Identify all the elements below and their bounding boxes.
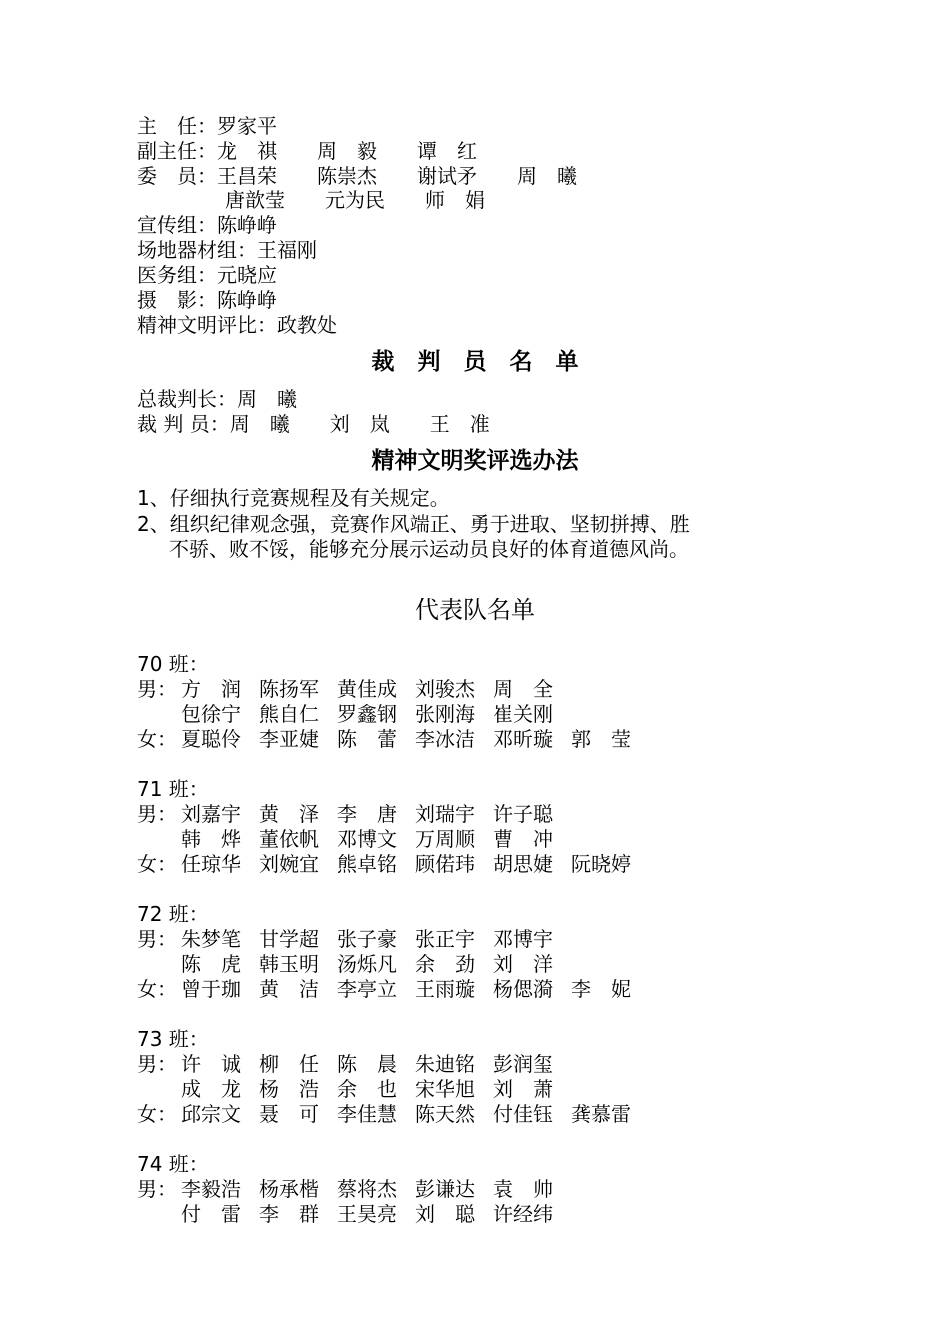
award-rule-2: 2、组织纪律观念强，竞赛作风端正、勇于进取、坚韧拼搏、胜 [137,512,690,536]
committee-members: 委 员：王昌荣 陈崇杰 谢试矛 周 曦 [137,164,577,188]
athlete-name: 熊自仁 [259,702,319,726]
athlete-name: 彭谦达 [415,1177,475,1201]
athlete-name: 周 全 [493,677,553,701]
athlete-name: 余 劲 [415,952,475,976]
class-label: 72 班： [137,902,209,926]
female-label: 女： [137,727,177,751]
athlete-name: 黄 泽 [259,802,319,826]
referee-list: 裁 判 员：周 曦 刘 岚 王 准 [137,412,490,436]
athlete-name: 聂 可 [259,1102,319,1126]
class-label: 71 班： [137,777,209,801]
athlete-name: 陈 晨 [337,1052,397,1076]
medical-group: 医务组：元晓应 [137,263,277,287]
venue-equipment-group: 场地器材组：王福刚 [137,238,317,262]
athlete-name: 杨承楷 [259,1177,319,1201]
athlete-name: 蔡将杰 [337,1177,397,1201]
athlete-name: 李 群 [259,1202,319,1226]
athlete-name: 阮晓婷 [571,852,631,876]
athlete-name: 王昊亮 [337,1202,397,1226]
athlete-name: 邓博宇 [493,927,553,951]
athlete-name: 邓昕璇 [493,727,553,751]
athlete-name: 余 也 [337,1077,397,1101]
athlete-name: 夏聪伶 [181,727,241,751]
athlete-name: 韩玉明 [259,952,319,976]
award-rule-2-cont: 不骄、败不馁，能够充分展示运动员良好的体育道德风尚。 [169,537,689,561]
class-label: 73 班： [137,1027,209,1051]
athlete-name: 李冰洁 [415,727,475,751]
class-label: 74 班： [137,1152,209,1176]
athlete-name: 崔关刚 [493,702,553,726]
athlete-name: 曹 冲 [493,827,553,851]
athlete-name: 方 润 [181,677,241,701]
athlete-name: 黄佳成 [337,677,397,701]
athlete-name: 刘骏杰 [415,677,475,701]
athlete-name: 任琼华 [181,852,241,876]
athlete-name: 陈 虎 [181,952,241,976]
athlete-name: 李 唐 [337,802,397,826]
athlete-name: 宋华旭 [415,1077,475,1101]
athlete-name: 李亭立 [337,977,397,1001]
athlete-name: 龚慕雷 [571,1102,631,1126]
male-label: 男： [137,1177,177,1201]
athlete-name: 包徐宁 [181,702,241,726]
athlete-name: 邓博文 [337,827,397,851]
chief-referee: 总裁判长：周 曦 [137,387,297,411]
athlete-name: 朱梦笔 [181,927,241,951]
athlete-name: 熊卓铭 [337,852,397,876]
athlete-name: 彭润玺 [493,1052,553,1076]
athlete-name: 刘 萧 [493,1077,553,1101]
civility-review: 精神文明评比：政教处 [137,313,337,337]
athlete-name: 郭 莹 [571,727,631,751]
athlete-name: 陈 蕾 [337,727,397,751]
athlete-name: 许经纬 [493,1202,553,1226]
athlete-name: 陈扬军 [259,677,319,701]
athlete-name: 付 雷 [181,1202,241,1226]
male-label: 男： [137,802,177,826]
athlete-name: 罗鑫钢 [337,702,397,726]
referee-list-title: 裁 判 员 名 单 [371,349,579,375]
male-label: 男： [137,1052,177,1076]
athlete-name: 顾偌玮 [415,852,475,876]
athlete-name: 刘嘉宇 [181,802,241,826]
athlete-name: 柳 任 [259,1052,319,1076]
athlete-name: 董依帆 [259,827,319,851]
athlete-name: 胡思婕 [493,852,553,876]
athlete-name: 许 诚 [181,1052,241,1076]
female-label: 女： [137,852,177,876]
athlete-name: 李 妮 [571,977,631,1001]
athlete-name: 付佳钰 [493,1102,553,1126]
athlete-name: 韩 烨 [181,827,241,851]
award-rule-1: 1、仔细执行竞赛规程及有关规定。 [137,486,450,510]
athlete-name: 张子豪 [337,927,397,951]
athlete-name: 刘瑞宇 [415,802,475,826]
male-label: 男： [137,677,177,701]
athlete-name: 万周顺 [415,827,475,851]
award-method-title: 精神文明奖评选办法 [371,448,579,474]
athlete-name: 刘 聪 [415,1202,475,1226]
athlete-name: 黄 洁 [259,977,319,1001]
athlete-name: 刘 洋 [493,952,553,976]
athlete-name: 邱宗文 [181,1102,241,1126]
athlete-name: 陈天然 [415,1102,475,1126]
athlete-name: 王雨璇 [415,977,475,1001]
athlete-name: 汤烁凡 [337,952,397,976]
committee-director: 主 任：罗家平 [137,114,277,138]
athlete-name: 甘学超 [259,927,319,951]
photography: 摄 影：陈峥峥 [137,288,277,312]
athlete-name: 杨 浩 [259,1077,319,1101]
athlete-name: 成 龙 [181,1077,241,1101]
male-label: 男： [137,927,177,951]
teams-title: 代表队名单 [415,596,535,624]
class-label: 70 班： [137,652,209,676]
female-label: 女： [137,1102,177,1126]
athlete-name: 刘婉宜 [259,852,319,876]
athlete-name: 曾于珈 [181,977,241,1001]
committee-members-cont: 唐歆莹 元为民 师 娟 [225,188,485,212]
athlete-name: 李毅浩 [181,1177,241,1201]
athlete-name: 李亚婕 [259,727,319,751]
athlete-name: 张刚海 [415,702,475,726]
athlete-name: 许子聪 [493,802,553,826]
female-label: 女： [137,977,177,1001]
athlete-name: 朱迪铭 [415,1052,475,1076]
athlete-name: 张正宇 [415,927,475,951]
athlete-name: 李佳慧 [337,1102,397,1126]
publicity-group: 宣传组：陈峥峥 [137,213,277,237]
athlete-name: 杨偲漪 [493,977,553,1001]
athlete-name: 袁 帅 [493,1177,553,1201]
committee-deputy: 副主任：龙 祺 周 毅 谭 红 [137,139,477,163]
